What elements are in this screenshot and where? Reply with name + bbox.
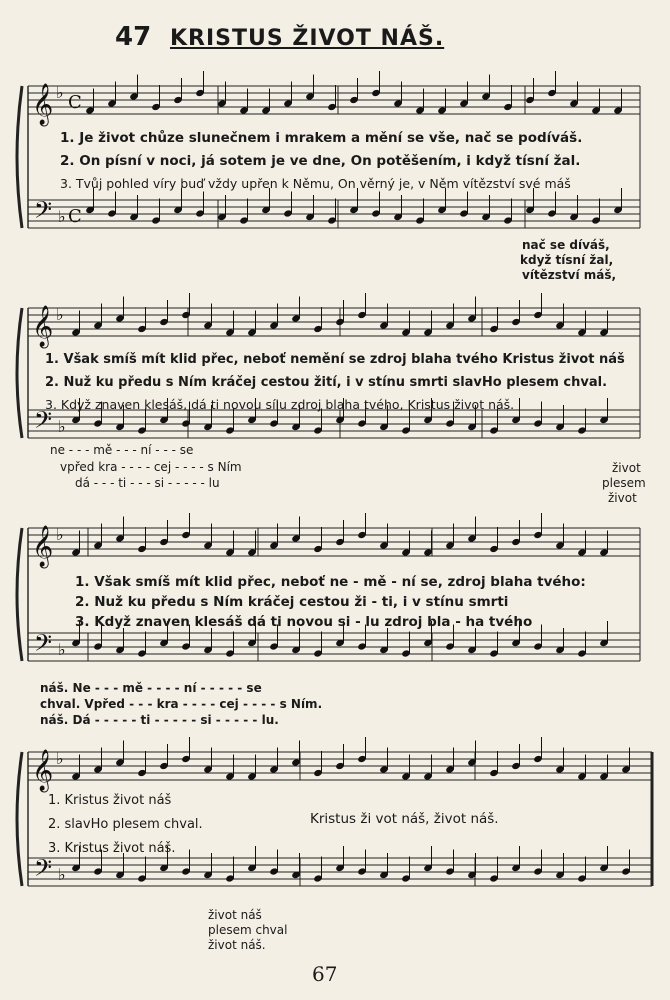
bass-clef: 𝄢 (34, 406, 53, 439)
key-flat: ♭ (58, 207, 66, 226)
system3-bass-word2: chval. Vpřed - - - kra - - - - cej - - - - s Ním. (40, 697, 323, 711)
key-flat: ♭ (56, 305, 64, 324)
treble-clef: 𝄞 (32, 84, 54, 125)
system2-bass-right1: život (612, 461, 641, 475)
system4-bass-word1: život náš (208, 908, 262, 922)
time-signature: C (68, 206, 82, 227)
key-flat: ♭ (56, 749, 64, 768)
system3-verse3: 3. Když znaven klesáš dá ti novou si - lu zdroj bla - ha tvého (75, 614, 533, 630)
system4-bass-word2: plesem chval (208, 923, 288, 937)
hymn-name: KRISTUS ŽIVOT NÁŠ. (170, 26, 445, 51)
system4-verse3: 3. Kristus život náš. (48, 841, 176, 856)
key-flat: ♭ (56, 525, 64, 544)
bass-clef: 𝄢 (34, 854, 53, 887)
system3-bass-word3: náš. Dá - - - - - ti - - - - - si - - - - - lu. (40, 713, 279, 727)
system2-bass-right2: plesem (602, 476, 646, 490)
system1-bass-word2: když tísní žal, (520, 253, 614, 267)
system2-verse1: 1. Však smíš mít klid přec, neboť nemění se zdroj blaha tvého Kristus život náš (45, 352, 625, 367)
system4-verse1: 1. Kristus život náš (48, 793, 172, 808)
treble-clef: 𝄞 (32, 526, 54, 567)
hymn-number: 47 (115, 22, 152, 52)
time-signature: C (68, 92, 82, 113)
system2-bass-right3: život (608, 491, 637, 505)
system2-verse2: 2. Nuž ku předu s Ním kráčej cestou žití, i v stínu smrti slavHo plesem chval. (45, 375, 608, 390)
key-flat: ♭ (58, 865, 66, 884)
system3-bass-word1: náš. Ne - - - mě - - - - ní - - - - - se (40, 681, 262, 695)
page-number: 67 (312, 962, 338, 986)
system1-bass-word1: nač se díváš, (522, 238, 610, 252)
key-flat: ♭ (56, 83, 64, 102)
treble-clef: 𝄞 (32, 306, 54, 347)
system4-verse2: 2. slavHo plesem chval. (48, 817, 203, 832)
system2-bass-word1: ne - - - mě - - - ní - - - se (50, 443, 194, 457)
system4-bass-word3: život náš. (208, 938, 266, 952)
brace (17, 308, 22, 438)
system1-verse1: 1. Je život chůze slunečnem i mrakem a mění se vše, nač se podíváš. (60, 130, 583, 146)
bass-clef: 𝄢 (34, 196, 53, 229)
system1-verse3: 3. Tvůj pohled víry buď vždy upřen k Němu, On věrný je, v Něm vítězství své máš (60, 176, 571, 191)
treble-clef: 𝄞 (32, 750, 54, 791)
brace (17, 752, 22, 886)
system2-verse3: 3. Když znaven klesáš, dá ti novou sílu zdroj blaha tvého, Kristus život náš. (45, 397, 515, 412)
brace (17, 528, 22, 661)
brace (17, 86, 22, 228)
key-flat: ♭ (58, 417, 66, 436)
system2-bass-word2: vpřed kra - - - - cej - - - - s Ním (60, 460, 242, 474)
system1-bass-word3: vítězství máš, (522, 268, 617, 282)
key-flat: ♭ (58, 640, 66, 659)
system3-verse2: 2. Nuž ku předu s Ním kráčej cestou ži - ti, i v stínu smrti (75, 594, 509, 610)
system4-refrain: Kristus ži vot náš, život náš. (310, 811, 499, 827)
bass-clef: 𝄢 (34, 629, 53, 662)
system2-bass-word3: dá - - - ti - - - si - - - - - lu (75, 476, 220, 490)
system3-verse1: 1. Však smíš mít klid přec, neboť ne - mě - ní se, zdroj blaha tvého: (75, 574, 586, 590)
system1-verse2: 2. On písní v noci, já sotem je ve dne, On potěšením, i když tísní žal. (60, 153, 581, 169)
